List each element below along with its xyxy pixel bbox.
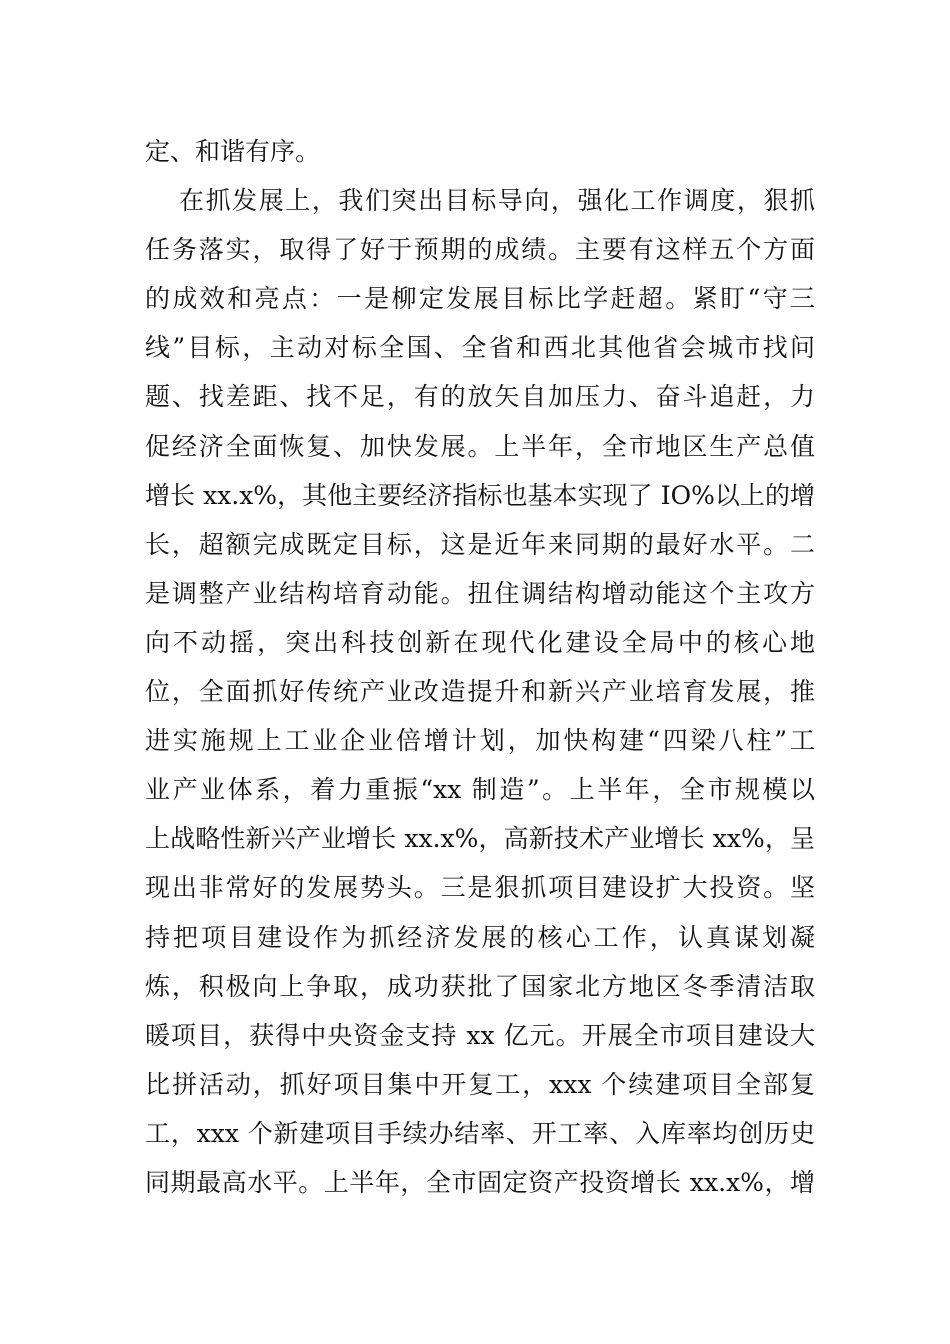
text-line: 促经济全面恢复、加快发展。上半年，全市地区生产总值 bbox=[145, 431, 815, 461]
text-line: 是调整产业结构培育动能。扭住调结构增动能这个主攻方 bbox=[145, 578, 815, 608]
text-line: 现出非常好的发展势头。三是狠抓项目建设扩大投资。坚 bbox=[145, 873, 815, 903]
text-line: 进实施规上工业企业倍增计划，加快构建“四梁八柱”工 bbox=[145, 726, 815, 756]
text-line: 暖项目，获得中央资金支持 xx 亿元。开展全市项目建设大 bbox=[145, 1020, 815, 1050]
text-line: 线”目标，主动对标全国、全省和西北其他省会城市找问 bbox=[145, 333, 815, 363]
text-line: 上战略性新兴产业增长 xx.x%，高新技术产业增长 xx%，呈 bbox=[145, 824, 815, 854]
text-line: 题、找差距、找不足，有的放矢自加压力、奋斗追赶，力 bbox=[145, 382, 815, 412]
text-line: 向不动摇，突出科技创新在现代化建设全局中的核心地 bbox=[145, 627, 815, 657]
text-line: 任务落实，取得了好于预期的成绩。主要有这样五个方面 bbox=[145, 235, 815, 265]
text-line: 在抓发展上，我们突出目标导向，强化工作调度，狠抓 bbox=[179, 186, 815, 216]
text-line: 炼，积极向上争取，成功获批了国家北方地区冬季清洁取 bbox=[145, 971, 815, 1001]
text-line: 定、和谐有序。 bbox=[145, 137, 321, 166]
text-line: 工，xxx 个新建项目手续办结率、开工率、入库率均创历史 bbox=[145, 1118, 815, 1148]
text-line: 位，全面抓好传统产业改造提升和新兴产业培育发展，推 bbox=[145, 677, 815, 707]
text-line: 业产业体系，着力重振“xx 制造”。上半年，全市规模以 bbox=[145, 775, 815, 805]
text-line: 同期最高水平。上半年，全市固定资产投资增长 xx.x%，增 bbox=[145, 1167, 815, 1197]
text-line: 增长 xx.x%，其他主要经济指标也基本实现了 IO%以上的增 bbox=[145, 480, 815, 510]
text-line: 长，超额完成既定目标，这是近年来同期的最好水平。二 bbox=[145, 529, 815, 559]
text-line: 比拼活动，抓好项目集中开复工，xxx 个续建项目全部复 bbox=[145, 1069, 815, 1099]
text-line: 持把项目建设作为抓经济发展的核心工作，认真谋划凝 bbox=[145, 922, 815, 952]
body-text bbox=[145, 127, 815, 1207]
text-line: 的成效和亮点：一是柳定发展目标比学赶超。紧盯“守三 bbox=[145, 284, 815, 314]
